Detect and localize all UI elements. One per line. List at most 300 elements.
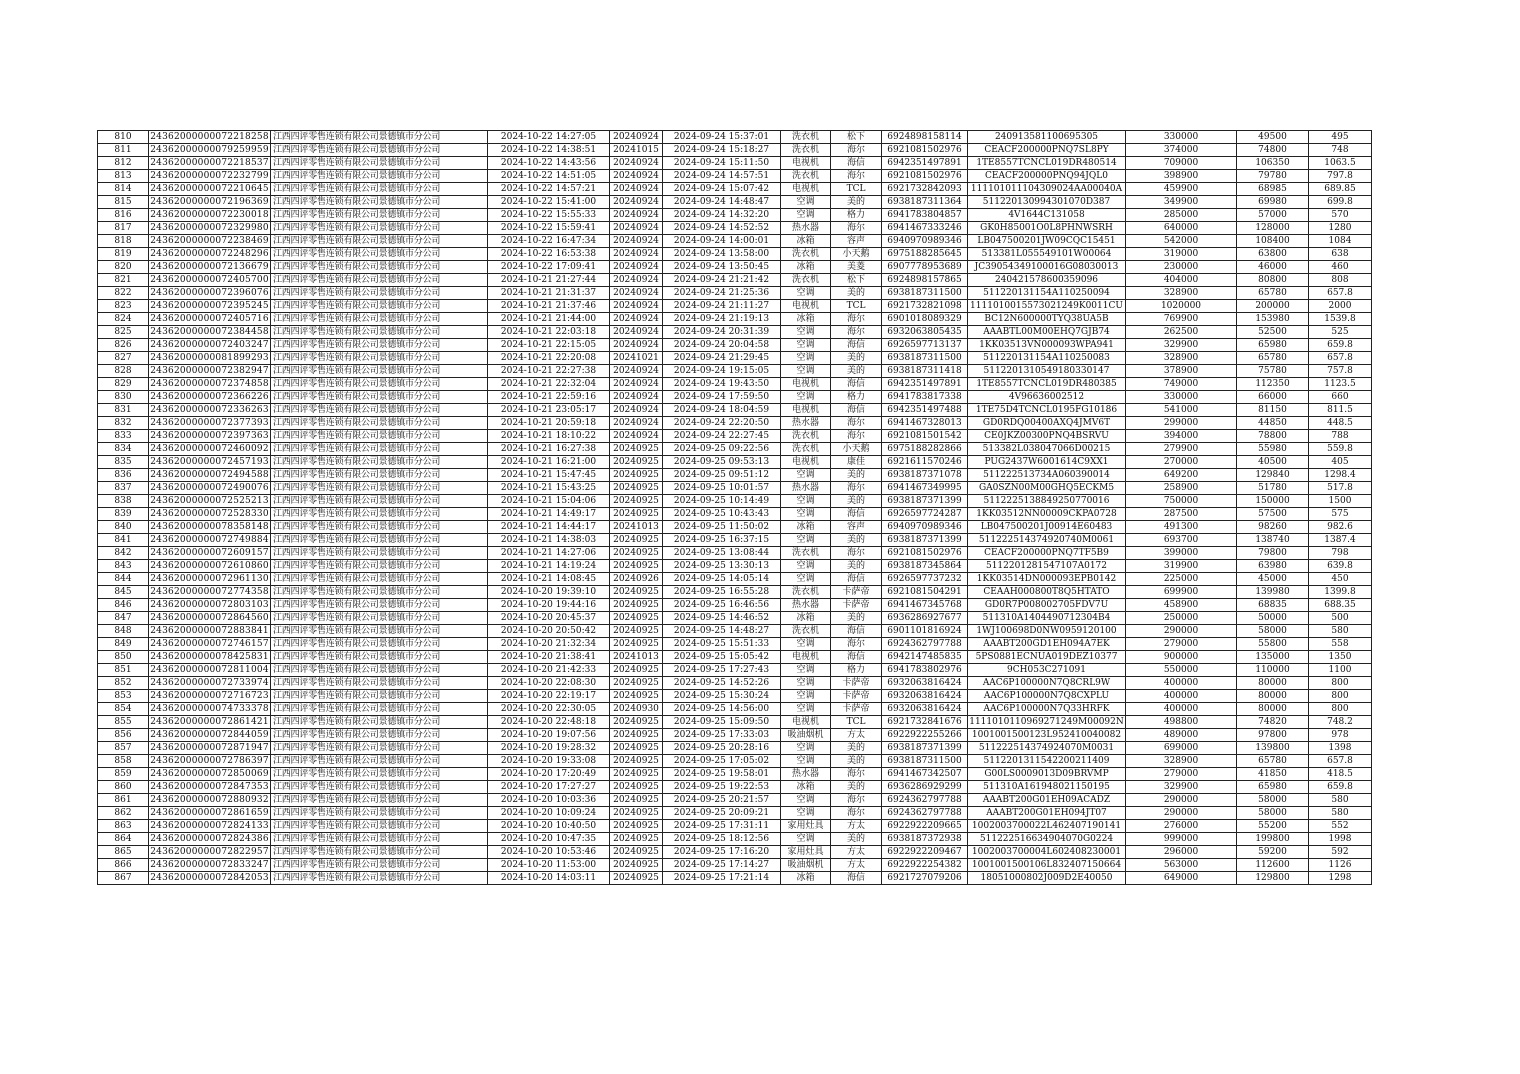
table-row — [98, 209, 1372, 222]
sale-amount-cell: 285000 — [1126, 209, 1237, 222]
sale-amount-cell: 541000 — [1126, 404, 1237, 417]
table-row — [98, 612, 1372, 625]
sale-amount-cell: 1020000 — [1126, 300, 1237, 313]
subsidy-value-cell: 580 — [1309, 794, 1372, 807]
record-id-cell: 24362000000072786397 — [150, 756, 269, 766]
barcode-cell: 6938187371399 — [882, 742, 968, 755]
submit-time-cell: 2024-10-21 14:27:06 — [488, 547, 610, 560]
subsidy-amount-cell: 55200 — [1237, 820, 1309, 833]
barcode-cell: 6936286927677 — [882, 612, 968, 625]
sale-amount-cell: 489000 — [1126, 729, 1237, 742]
sale-amount-cell: 328900 — [1126, 287, 1237, 300]
category-cell: 空调 — [781, 560, 831, 573]
category-cell: 洗衣机 — [781, 131, 831, 144]
subsidy-value-cell: 1399.8 — [1309, 586, 1372, 599]
sale-amount-cell: 749000 — [1126, 378, 1237, 391]
table-row — [98, 625, 1372, 638]
subsidy-amount-cell: 65780 — [1237, 755, 1309, 768]
row-number-cell: 844 — [98, 573, 149, 586]
row-number-cell: 825 — [98, 326, 149, 339]
serial-number-cell: 1111010015573021249K0011CU — [968, 300, 1126, 313]
brand-cell: 海尔 — [831, 482, 882, 495]
submit-time-cell: 2024-10-22 17:09:41 — [488, 261, 610, 274]
brand-cell: 卡萨帝 — [831, 677, 882, 690]
sale-amount-cell: 649000 — [1126, 872, 1237, 885]
brand-cell: 海信 — [831, 339, 882, 352]
sale-time-cell: 2024-09-25 13:08:44 — [663, 547, 781, 560]
barcode-cell: 6924898158114 — [882, 131, 968, 144]
table-row — [98, 222, 1372, 235]
category-cell: 洗衣机 — [781, 144, 831, 157]
brand-cell: 海信 — [831, 625, 882, 638]
batch-date-cell: 20240924 — [610, 131, 663, 144]
batch-date-cell: 20240924 — [610, 183, 663, 196]
subsidy-amount-cell: 110000 — [1237, 664, 1309, 677]
subsidy-value-cell: 657.8 — [1309, 755, 1372, 768]
record-id-cell: 24362000000072850069 — [150, 769, 269, 779]
category-cell: 家用灶具 — [781, 846, 831, 859]
submit-time-cell: 2024-10-20 22:30:05 — [488, 703, 610, 716]
table-row — [98, 456, 1372, 469]
subsidy-amount-cell: 135000 — [1237, 651, 1309, 664]
subsidy-amount-cell: 80000 — [1237, 703, 1309, 716]
barcode-cell: 6922922209467 — [882, 846, 968, 859]
store-name-cell: 江西四评零售连锁有限公司景德镇市分公司 — [271, 586, 488, 599]
row-number-cell: 814 — [98, 183, 149, 196]
brand-cell: 美的 — [831, 469, 882, 482]
sale-time-cell: 2024-09-24 20:04:58 — [663, 339, 781, 352]
subsidy-value-cell: 495 — [1309, 131, 1372, 144]
subsidy-amount-cell: 138740 — [1237, 534, 1309, 547]
subsidy-value-cell: 748.2 — [1309, 716, 1372, 729]
serial-number-cell: 513381L055549101W00064 — [968, 248, 1126, 261]
subsidy-value-cell: 580 — [1309, 807, 1372, 820]
row-number-cell: 846 — [98, 599, 149, 612]
store-name-cell: 江西四评零售连锁有限公司景德镇市分公司 — [271, 248, 488, 261]
subsidy-value-cell: 1387.4 — [1309, 534, 1372, 547]
row-number-cell: 828 — [98, 365, 149, 378]
table-row — [98, 365, 1372, 378]
subsidy-value-cell: 448.5 — [1309, 417, 1372, 430]
brand-cell: 美的 — [831, 781, 882, 794]
record-id-cell: 24362000000072136679 — [150, 262, 269, 272]
subsidy-value-cell: 660 — [1309, 391, 1372, 404]
category-cell: 空调 — [781, 638, 831, 651]
subsidy-amount-cell: 200000 — [1237, 300, 1309, 313]
barcode-cell: 6942351497488 — [882, 404, 968, 417]
category-cell: 电视机 — [781, 404, 831, 417]
subsidy-value-cell: 1126 — [1309, 859, 1372, 872]
brand-cell: 海尔 — [831, 144, 882, 157]
serial-number-cell: 511222514374924070M0031 — [968, 742, 1126, 755]
category-cell: 吸油烟机 — [781, 859, 831, 872]
barcode-cell: 6938187372938 — [882, 833, 968, 846]
store-name-cell: 江西四评零售连锁有限公司景德镇市分公司 — [271, 664, 488, 677]
table-row — [98, 482, 1372, 495]
row-number-cell: 859 — [98, 768, 149, 781]
row-number-cell: 812 — [98, 157, 149, 170]
category-cell: 电视机 — [781, 300, 831, 313]
sale-amount-cell: 378900 — [1126, 365, 1237, 378]
subsidy-value-cell: 982.6 — [1309, 521, 1372, 534]
sale-time-cell: 2024-09-25 09:51:12 — [663, 469, 781, 482]
barcode-cell: 6942351497891 — [882, 157, 968, 170]
sale-time-cell: 2024-09-24 13:58:00 — [663, 248, 781, 261]
brand-cell: 卡萨帝 — [831, 599, 882, 612]
store-name-cell: 江西四评零售连锁有限公司景德镇市分公司 — [271, 599, 488, 612]
row-number-cell: 813 — [98, 170, 149, 183]
subsidy-amount-cell: 69980 — [1237, 196, 1309, 209]
sale-time-cell: 2024-09-25 14:46:52 — [663, 612, 781, 625]
table-row — [98, 430, 1372, 443]
barcode-cell: 6940970989346 — [882, 521, 968, 534]
serial-number-cell: 1TE8557TCNCL019DR480514 — [968, 157, 1126, 170]
row-number-cell: 823 — [98, 300, 149, 313]
subsidy-amount-cell: 65780 — [1237, 287, 1309, 300]
brand-cell: 美的 — [831, 196, 882, 209]
subsidy-value-cell: 405 — [1309, 456, 1372, 469]
brand-cell: 格力 — [831, 391, 882, 404]
subsidy-value-cell: 1084 — [1309, 235, 1372, 248]
brand-cell: 美的 — [831, 495, 882, 508]
subsidy-amount-cell: 80000 — [1237, 690, 1309, 703]
subsidy-value-cell: 748 — [1309, 144, 1372, 157]
barcode-cell: 6941467333246 — [882, 222, 968, 235]
sale-time-cell: 2024-09-25 16:46:56 — [663, 599, 781, 612]
sale-amount-cell: 258900 — [1126, 482, 1237, 495]
brand-cell: 美的 — [831, 534, 882, 547]
sale-time-cell: 2024-09-25 20:21:57 — [663, 794, 781, 807]
batch-date-cell: 20240924 — [610, 170, 663, 183]
submit-time-cell: 2024-10-22 16:47:34 — [488, 235, 610, 248]
category-cell: 洗衣机 — [781, 274, 831, 287]
category-cell: 冰箱 — [781, 313, 831, 326]
brand-cell: 海尔 — [831, 430, 882, 443]
record-id-cell: 24362000000072842053 — [150, 873, 269, 883]
batch-date-cell: 20240925 — [610, 794, 663, 807]
sale-time-cell: 2024-09-25 14:56:00 — [663, 703, 781, 716]
record-id-cell: 24362000000072822957 — [150, 847, 269, 857]
submit-time-cell: 2024-10-20 10:53:46 — [488, 846, 610, 859]
table-row — [98, 820, 1372, 833]
barcode-cell: 6941783804857 — [882, 209, 968, 222]
record-id-cell: 24362000000072366226 — [150, 392, 269, 402]
batch-date-cell: 20241013 — [610, 651, 663, 664]
sale-time-cell: 2024-09-24 14:57:51 — [663, 170, 781, 183]
brand-cell: 海尔 — [831, 768, 882, 781]
serial-number-cell: CEACF200000PNQ7SL8PY — [968, 144, 1126, 157]
submit-time-cell: 2024-10-21 23:05:17 — [488, 404, 610, 417]
category-cell: 电视机 — [781, 456, 831, 469]
row-number-cell: 833 — [98, 430, 149, 443]
row-number-cell: 861 — [98, 794, 149, 807]
serial-number-cell: AAABT200G01EH09ACADZ — [968, 794, 1126, 807]
sale-amount-cell: 279900 — [1126, 443, 1237, 456]
sale-time-cell: 2024-09-24 19:43:50 — [663, 378, 781, 391]
table-row — [98, 833, 1372, 846]
barcode-cell: 6926597724287 — [882, 508, 968, 521]
table-row — [98, 547, 1372, 560]
batch-date-cell: 20240925 — [610, 586, 663, 599]
batch-date-cell: 20241013 — [610, 521, 663, 534]
serial-number-cell: AAC6P100000N7Q8CRL9W — [968, 677, 1126, 690]
sale-time-cell: 2024-09-24 17:59:50 — [663, 391, 781, 404]
row-number-cell: 865 — [98, 846, 149, 859]
subsidy-value-cell: 699.8 — [1309, 196, 1372, 209]
subsidy-amount-cell: 112600 — [1237, 859, 1309, 872]
table-row — [98, 846, 1372, 859]
store-name-cell: 江西四评零售连锁有限公司景德镇市分公司 — [271, 612, 488, 625]
store-name-cell: 江西四评零售连锁有限公司景德镇市分公司 — [271, 755, 488, 768]
subsidy-value-cell: 559.8 — [1309, 443, 1372, 456]
record-id-cell: 24362000000072457193 — [150, 457, 269, 467]
table-row — [98, 807, 1372, 820]
serial-number-cell: 1111010110969271249M00092N — [969, 717, 1124, 727]
submit-time-cell: 2024-10-21 22:15:05 — [488, 339, 610, 352]
submit-time-cell: 2024-10-21 22:03:18 — [488, 326, 610, 339]
record-id-cell: 24362000000072833247 — [150, 860, 269, 870]
sale-time-cell: 2024-09-25 14:52:26 — [663, 677, 781, 690]
subsidy-amount-cell: 74800 — [1237, 144, 1309, 157]
serial-number-cell: 9CH053C271091 — [968, 664, 1126, 677]
subsidy-amount-cell: 65980 — [1237, 339, 1309, 352]
subsidy-amount-cell: 63980 — [1237, 560, 1309, 573]
category-cell: 洗衣机 — [781, 625, 831, 638]
category-cell: 电视机 — [781, 716, 831, 729]
row-number-cell: 850 — [98, 651, 149, 664]
submit-time-cell: 2024-10-22 14:43:56 — [488, 157, 610, 170]
brand-cell: 小天鹅 — [831, 248, 882, 261]
sale-amount-cell: 349900 — [1126, 196, 1237, 209]
sale-amount-cell: 459900 — [1126, 183, 1237, 196]
subsidy-amount-cell: 51780 — [1237, 482, 1309, 495]
record-id-cell: 24362000000072232799 — [150, 171, 269, 181]
sale-amount-cell: 399000 — [1126, 547, 1237, 560]
batch-date-cell: 20240924 — [610, 209, 663, 222]
store-name-cell: 江西四评零售连锁有限公司景德镇市分公司 — [271, 534, 488, 547]
sale-time-cell: 2024-09-24 21:19:13 — [663, 313, 781, 326]
record-id-cell: 24362000000072528330 — [150, 509, 269, 519]
sale-amount-cell: 498800 — [1126, 716, 1237, 729]
row-number-cell: 837 — [98, 482, 149, 495]
sale-amount-cell: 328900 — [1126, 755, 1237, 768]
batch-date-cell: 20240925 — [610, 443, 663, 456]
record-id-cell: 24362000000072861659 — [150, 808, 269, 818]
store-name-cell: 江西四评零售连锁有限公司景德镇市分公司 — [271, 469, 488, 482]
serial-number-cell: 18051000802J009D2E40050 — [968, 872, 1126, 885]
category-cell: 空调 — [781, 703, 831, 716]
store-name-cell: 江西四评零售连锁有限公司景德镇市分公司 — [271, 443, 488, 456]
row-number-cell: 819 — [98, 248, 149, 261]
table-row — [98, 300, 1372, 313]
record-id-cell: 24362000000072883841 — [150, 626, 269, 636]
serial-number-cell: AAC6P100000N7Q33HRFK — [968, 703, 1126, 716]
submit-time-cell: 2024-10-21 21:37:46 — [488, 300, 610, 313]
sale-time-cell: 2024-09-25 17:14:27 — [663, 859, 781, 872]
subsidy-value-cell: 1539.8 — [1309, 313, 1372, 326]
category-cell: 空调 — [781, 534, 831, 547]
brand-cell: 海尔 — [831, 794, 882, 807]
subsidy-amount-cell: 55980 — [1237, 443, 1309, 456]
row-number-cell: 863 — [98, 820, 149, 833]
batch-date-cell: 20240924 — [610, 339, 663, 352]
submit-time-cell: 2024-10-21 21:31:37 — [488, 287, 610, 300]
row-number-cell: 864 — [98, 833, 149, 846]
record-id-cell: 24362000000072746157 — [150, 639, 269, 649]
brand-cell: 格力 — [831, 664, 882, 677]
table-row — [98, 521, 1372, 534]
barcode-cell: 6921081502976 — [882, 170, 968, 183]
table-row — [98, 872, 1372, 885]
category-cell: 电视机 — [781, 651, 831, 664]
subsidy-amount-cell: 49500 — [1237, 131, 1309, 144]
submit-time-cell: 2024-10-20 10:40:50 — [488, 820, 610, 833]
sale-amount-cell: 491300 — [1126, 521, 1237, 534]
record-id-cell: 24362000000072405700 — [150, 275, 269, 285]
sale-time-cell: 2024-09-25 09:22:56 — [663, 443, 781, 456]
brand-cell: 海尔 — [831, 222, 882, 235]
category-cell: 空调 — [781, 664, 831, 677]
brand-cell: 容声 — [831, 235, 882, 248]
table-row — [98, 729, 1372, 742]
table-row — [98, 326, 1372, 339]
record-id-cell: 24362000000072609157 — [150, 548, 269, 558]
barcode-cell: 6926597713137 — [882, 339, 968, 352]
subsidy-amount-cell: 129840 — [1237, 469, 1309, 482]
submit-time-cell: 2024-10-22 14:27:05 — [488, 131, 610, 144]
subsidy-value-cell: 1350 — [1309, 651, 1372, 664]
sale-time-cell: 2024-09-24 21:25:36 — [663, 287, 781, 300]
row-number-cell: 815 — [98, 196, 149, 209]
submit-time-cell: 2024-10-22 14:38:51 — [488, 144, 610, 157]
sale-time-cell: 2024-09-24 18:04:59 — [663, 404, 781, 417]
brand-cell: 海尔 — [831, 638, 882, 651]
subsidy-value-cell: 659.8 — [1309, 339, 1372, 352]
barcode-cell: 6941783802976 — [882, 664, 968, 677]
batch-date-cell: 20240925 — [610, 664, 663, 677]
batch-date-cell: 20240925 — [610, 495, 663, 508]
batch-date-cell: 20240926 — [610, 573, 663, 586]
row-number-cell: 845 — [98, 586, 149, 599]
record-id-cell: 24362000000072824386 — [150, 834, 269, 844]
serial-number-cell: PUG2437W6001614C9XX1 — [968, 456, 1126, 469]
store-name-cell: 江西四评零售连锁有限公司景德镇市分公司 — [271, 807, 488, 820]
brand-cell: 海信 — [831, 573, 882, 586]
store-name-cell: 江西四评零售连锁有限公司景德镇市分公司 — [271, 157, 488, 170]
serial-number-cell: 511220131154A110250094 — [968, 287, 1126, 300]
submit-time-cell: 2024-10-21 14:38:03 — [488, 534, 610, 547]
sale-time-cell: 2024-09-24 19:15:05 — [663, 365, 781, 378]
submit-time-cell: 2024-10-20 22:19:17 — [488, 690, 610, 703]
store-name-cell: 江西四评零售连锁有限公司景德镇市分公司 — [271, 547, 488, 560]
record-id-cell: 24362000000072871947 — [150, 743, 269, 753]
subsidy-value-cell: 800 — [1309, 690, 1372, 703]
barcode-cell: 6938187371399 — [882, 534, 968, 547]
barcode-cell: 6921081501542 — [882, 430, 968, 443]
subsidy-amount-cell: 44850 — [1237, 417, 1309, 430]
store-name-cell: 江西四评零售连锁有限公司景德镇市分公司 — [271, 313, 488, 326]
barcode-cell: 6901018089329 — [882, 313, 968, 326]
sale-amount-cell: 693700 — [1126, 534, 1237, 547]
records-table — [97, 130, 1372, 885]
category-cell: 热水器 — [781, 599, 831, 612]
subsidy-value-cell: 500 — [1309, 612, 1372, 625]
brand-cell: 美的 — [831, 287, 882, 300]
record-id-cell: 24362000000078425831 — [150, 652, 269, 662]
barcode-cell: 6921081502976 — [882, 547, 968, 560]
serial-number-cell: LB047500201J00914E60483 — [968, 521, 1126, 534]
subsidy-amount-cell: 199800 — [1237, 833, 1309, 846]
submit-time-cell: 2024-10-20 22:48:18 — [488, 716, 610, 729]
record-id-cell: 24362000000072847353 — [150, 782, 269, 792]
brand-cell: 海信 — [831, 651, 882, 664]
table-row — [98, 144, 1372, 157]
table-row — [98, 313, 1372, 326]
subsidy-value-cell: 558 — [1309, 638, 1372, 651]
store-name-cell: 江西四评零售连锁有限公司景德镇市分公司 — [271, 378, 488, 391]
submit-time-cell: 2024-10-20 19:07:56 — [488, 729, 610, 742]
brand-cell: 美的 — [831, 365, 882, 378]
store-name-cell: 江西四评零售连锁有限公司景德镇市分公司 — [271, 794, 488, 807]
store-name-cell: 江西四评零售连锁有限公司景德镇市分公司 — [271, 820, 488, 833]
barcode-cell: 6938187311500 — [882, 287, 968, 300]
serial-number-cell: GA0SZN00M00GHQ5ECKM5 — [968, 482, 1126, 495]
subsidy-value-cell: 808 — [1309, 274, 1372, 287]
category-cell: 空调 — [781, 690, 831, 703]
subsidy-value-cell: 2000 — [1309, 300, 1372, 313]
row-number-cell: 824 — [98, 313, 149, 326]
barcode-cell: 6922922209665 — [882, 820, 968, 833]
subsidy-amount-cell: 79780 — [1237, 170, 1309, 183]
barcode-cell: 6932063816424 — [882, 677, 968, 690]
barcode-cell: 6924362797788 — [882, 638, 968, 651]
sale-amount-cell: 296000 — [1126, 846, 1237, 859]
record-id-cell: 24362000000072405716 — [150, 314, 269, 324]
subsidy-value-cell: 689.85 — [1309, 183, 1372, 196]
serial-number-cell: 511220131154A110250083 — [968, 352, 1126, 365]
sale-time-cell: 2024-09-24 21:29:45 — [663, 352, 781, 365]
sale-amount-cell: 276000 — [1126, 820, 1237, 833]
store-name-cell: 江西四评零售连锁有限公司景德镇市分公司 — [271, 287, 488, 300]
submit-time-cell: 2024-10-20 20:45:37 — [488, 612, 610, 625]
serial-number-cell: AAC6P100000N7Q8CXPLU — [968, 690, 1126, 703]
category-cell: 冰箱 — [781, 872, 831, 885]
barcode-cell: 6938187371399 — [882, 495, 968, 508]
subsidy-value-cell: 1398 — [1309, 742, 1372, 755]
sale-time-cell: 2024-09-25 17:31:11 — [663, 820, 781, 833]
record-id-cell: 24362000000078358148 — [150, 522, 269, 532]
batch-date-cell: 20240925 — [610, 469, 663, 482]
record-id-cell: 24362000000072396076 — [150, 288, 269, 298]
row-number-cell: 834 — [98, 443, 149, 456]
submit-time-cell: 2024-10-22 16:53:38 — [488, 248, 610, 261]
brand-cell: 海尔 — [831, 807, 882, 820]
sale-time-cell: 2024-09-24 21:11:27 — [663, 300, 781, 313]
subsidy-amount-cell: 108400 — [1237, 235, 1309, 248]
sale-time-cell: 2024-09-24 14:32:20 — [663, 209, 781, 222]
subsidy-value-cell: 1280 — [1309, 222, 1372, 235]
row-number-cell: 829 — [98, 378, 149, 391]
brand-cell: 海信 — [831, 157, 882, 170]
barcode-cell: 6907778953689 — [882, 261, 968, 274]
batch-date-cell: 20240924 — [610, 313, 663, 326]
category-cell: 空调 — [781, 196, 831, 209]
table-row — [98, 599, 1372, 612]
store-name-cell: 江西四评零售连锁有限公司景德镇市分公司 — [271, 183, 488, 196]
row-number-cell: 810 — [98, 131, 149, 144]
sale-amount-cell: 999000 — [1126, 833, 1237, 846]
category-cell: 空调 — [781, 365, 831, 378]
